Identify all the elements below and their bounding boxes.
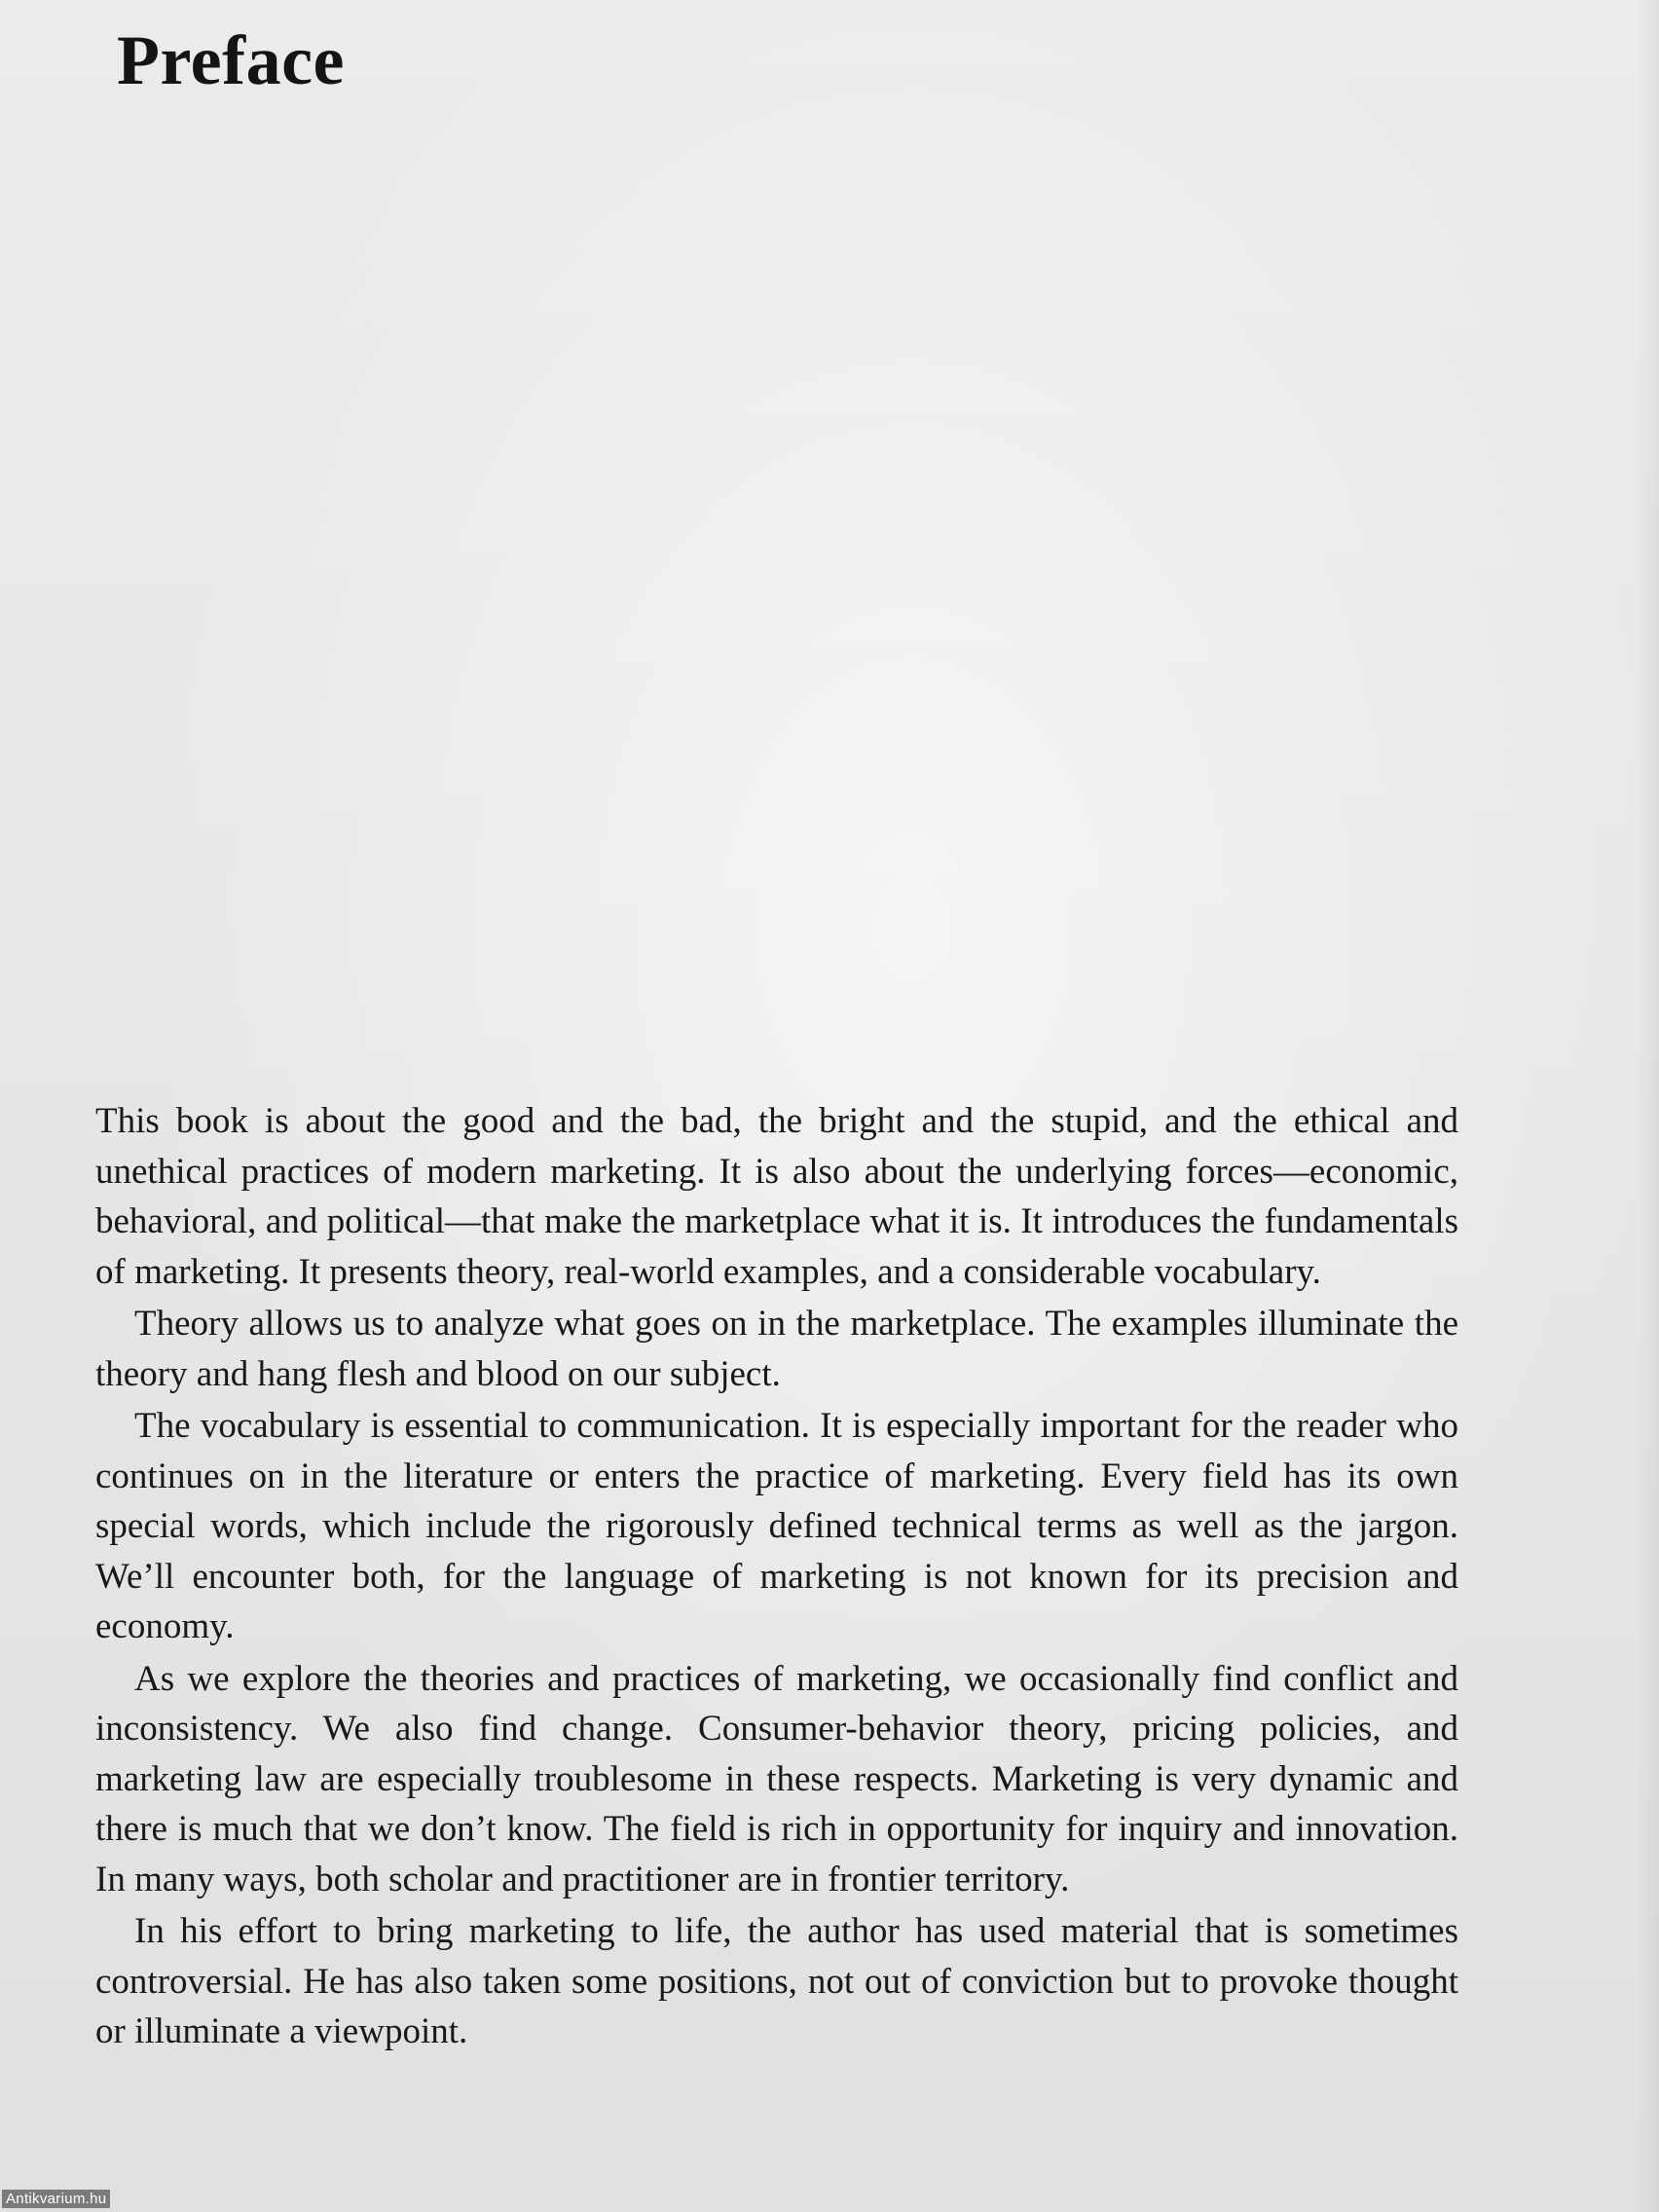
paragraph-4: As we explore the theories and practices of marketing, we occasionally find conflict and inconsistency. We also find change. Consumer-behavior theory, pricing policies, and marketing law are especially troublesome in these respects. Marketing is very dynamic and there is much that we don’t know. The field is rich in opportunity for inquiry and innovation. In many ways, both scholar and practitioner are in frontier territory. [95,1658,1458,1899]
paragraph-1: This book is about the good and the bad, the bright and the stupid, and the ethical and unethical practices of modern marketing. It is also about the underlying forces—economic, behavioral, and political—that make the marketplace what it is. It introduces the fundamentals of marketing. It presents theory, real-world examples, and a considerable vocabulary. [95,1101,1458,1292]
preface-body [95,1096,1458,2059]
paragraph-3: The vocabulary is essential to communication. It is especially important for the reader who continues on in the literature or enters the practice of marketing. Every field has its own special words, which include the rigorously defined technical terms as well as the jargon. We’ll encounter both, for the language of marketing is not known for its precision and economy. [95,1406,1458,1646]
bleed-through-texture [97,10,1460,1022]
paragraph-5: In his effort to bring marketing to life, the author has used material that is sometimes controversial. He has also taken some positions, not out of conviction but to provoke thought or illuminate a viewpoint. [95,1911,1458,2051]
watermark-label: Antikvarium.hu [2,2190,110,2208]
paragraph-2: Theory allows us to analyze what goes on in the marketplace. The examples illuminate the theory and hang flesh and blood on our subject. [95,1304,1458,1394]
page-title: Preface [117,21,345,99]
